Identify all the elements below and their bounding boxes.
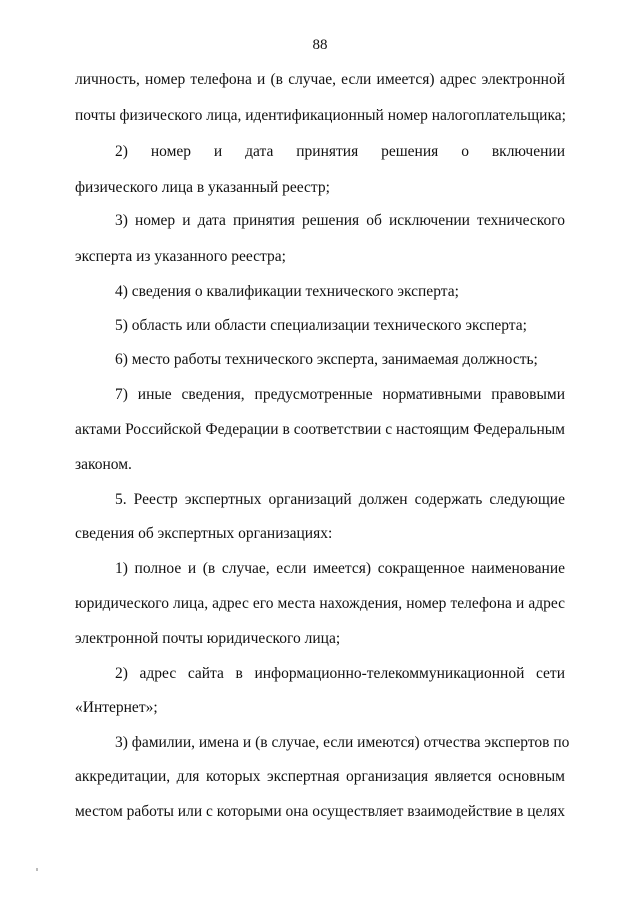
scan-mark [36, 868, 38, 871]
text-line: аккредитации, для которых экспертная организация является основным [75, 768, 565, 785]
text-line: 2) номер и дата принятия решения о включении [115, 143, 565, 160]
text-line: электронной почты юридического лица; [75, 630, 341, 647]
text-line: 7) иные сведения, предусмотренные нормативными правовыми [115, 386, 565, 403]
text-line: сведения об экспертных организациях: [75, 525, 333, 542]
page-number: 88 [312, 37, 328, 53]
text-line: «Интернет»; [75, 699, 158, 716]
text-line: 3) номер и дата принятия решения об исключении технического [115, 212, 565, 229]
text-line: эксперта из указанного реестра; [75, 248, 286, 265]
text-line: 3) фамилии, имена и (в случае, если имеются) отчества экспертов по [115, 734, 570, 751]
text-line: законом. [75, 456, 132, 473]
text-line: физического лица в указанный реестр; [75, 179, 330, 196]
text-line: 2) адрес сайта в информационно-телекоммуникационной сети [115, 665, 565, 682]
text-line: юридического лица, адрес его места нахождения, номер телефона и адрес [75, 595, 565, 612]
text-line: 6) место работы технического эксперта, занимаемая должность; [115, 351, 538, 368]
text-line: почты физического лица, идентификационный номер налогоплательщика; [75, 107, 566, 124]
text-line: 4) сведения о квалификации технического эксперта; [115, 283, 459, 300]
text-line: личность, номер телефона и (в случае, если имеется) адрес электронной [75, 71, 565, 88]
text-line: актами Российской Федерации в соответствии с настоящим Федеральным [75, 421, 565, 438]
text-line: 1) полное и (в случае, если имеется) сокращенное наименование [115, 560, 565, 577]
text-line: местом работы или с которыми она осуществляет взаимодействие в целях [75, 803, 566, 820]
text-line: 5) область или области специализации технического эксперта; [115, 317, 527, 334]
text-line: 5. Реестр экспертных организаций должен содержать следующие [115, 491, 565, 508]
